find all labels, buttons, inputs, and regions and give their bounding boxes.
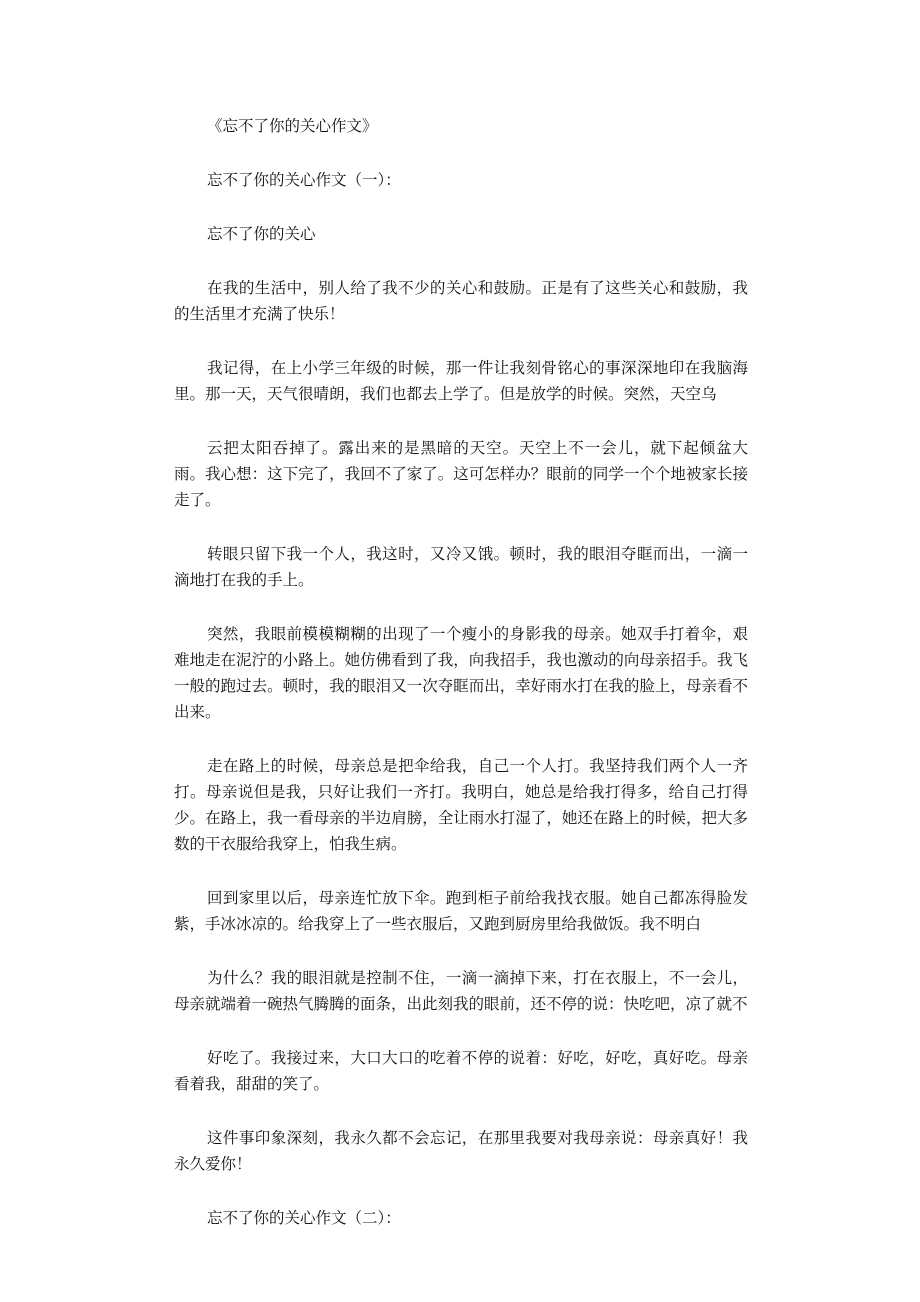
document-title: 《忘不了你的关心作文》 bbox=[207, 117, 378, 135]
paragraph: 走在路上的时候，母亲总是把伞给我，自己一个人打。我坚持我们两个人一齐打。母亲说但是我，只好让我们一齐打。我明白，她总是给我打得多，给自己打得少。在路上，我一看母亲的半边肩膀，全让雨水打湿了，她还在路上的时候，把大多数的干衣服给我穿上，怕我生病。 bbox=[174, 757, 748, 853]
section-heading-1: 忘不了你的关心作文（一）： bbox=[207, 171, 401, 189]
paragraph: 回到家里以后，母亲连忙放下伞。跑到柜子前给我找衣服。她自己都冻得脸发紫，手冰冰凉的。给我穿上了一些衣服后，又跑到厨房里给我做饭。我不明白 bbox=[174, 889, 748, 933]
paragraph: 这件事印象深刻，我永久都不会忘记，在那里我要对我母亲说：母亲真好！我永久爱你！ bbox=[174, 1129, 748, 1173]
paragraph: 转眼只留下我一个人，我这时，又冷又饿。顿时，我的眼泪夺眶而出，一滴一滴地打在我的手上。 bbox=[174, 545, 748, 589]
paragraph: 在我的生活中，别人给了我不少的关心和鼓励。正是有了这些关心和鼓励，我的生活里才充满了快乐！ bbox=[174, 279, 748, 323]
paragraph: 突然，我眼前模模糊糊的出现了一个瘦小的身影我的母亲。她双手打着伞，艰难地走在泥泞的小路上。她仿佛看到了我，向我招手，我也激动的向母亲招手。我飞一般的跑过去。顿时，我的眼泪又一次夺眶而出，幸好雨水打在我的脸上，母亲看不出来。 bbox=[174, 625, 748, 721]
document-page bbox=[174, 113, 748, 1231]
paragraph: 我记得，在上小学三年级的时候，那一件让我刻骨铭心的事深深地印在我脑海里。那一天，天气很晴朗，我们也都去上学了。但是放学的时候。突然，天空乌 bbox=[174, 359, 748, 403]
essay-title: 忘不了你的关心 bbox=[207, 225, 316, 243]
section-heading-2: 忘不了你的关心作文（二）： bbox=[207, 1209, 401, 1227]
paragraph: 云把太阳吞掉了。露出来的是黑暗的天空。天空上不一会儿，就下起倾盆大雨。我心想：这下完了，我回不了家了。这可怎样办？眼前的同学一个个地被家长接走了。 bbox=[174, 439, 748, 509]
paragraph: 为什么？我的眼泪就是控制不住，一滴一滴掉下来，打在衣服上，不一会儿，母亲就端着一碗热气腾腾的面条，出此刻我的眼前，还不停的说：快吃吧，凉了就不 bbox=[174, 969, 748, 1013]
paragraph: 好吃了。我接过来，大口大口的吃着不停的说着：好吃，好吃，真好吃。母亲看着我，甜甜的笑了。 bbox=[174, 1049, 748, 1093]
